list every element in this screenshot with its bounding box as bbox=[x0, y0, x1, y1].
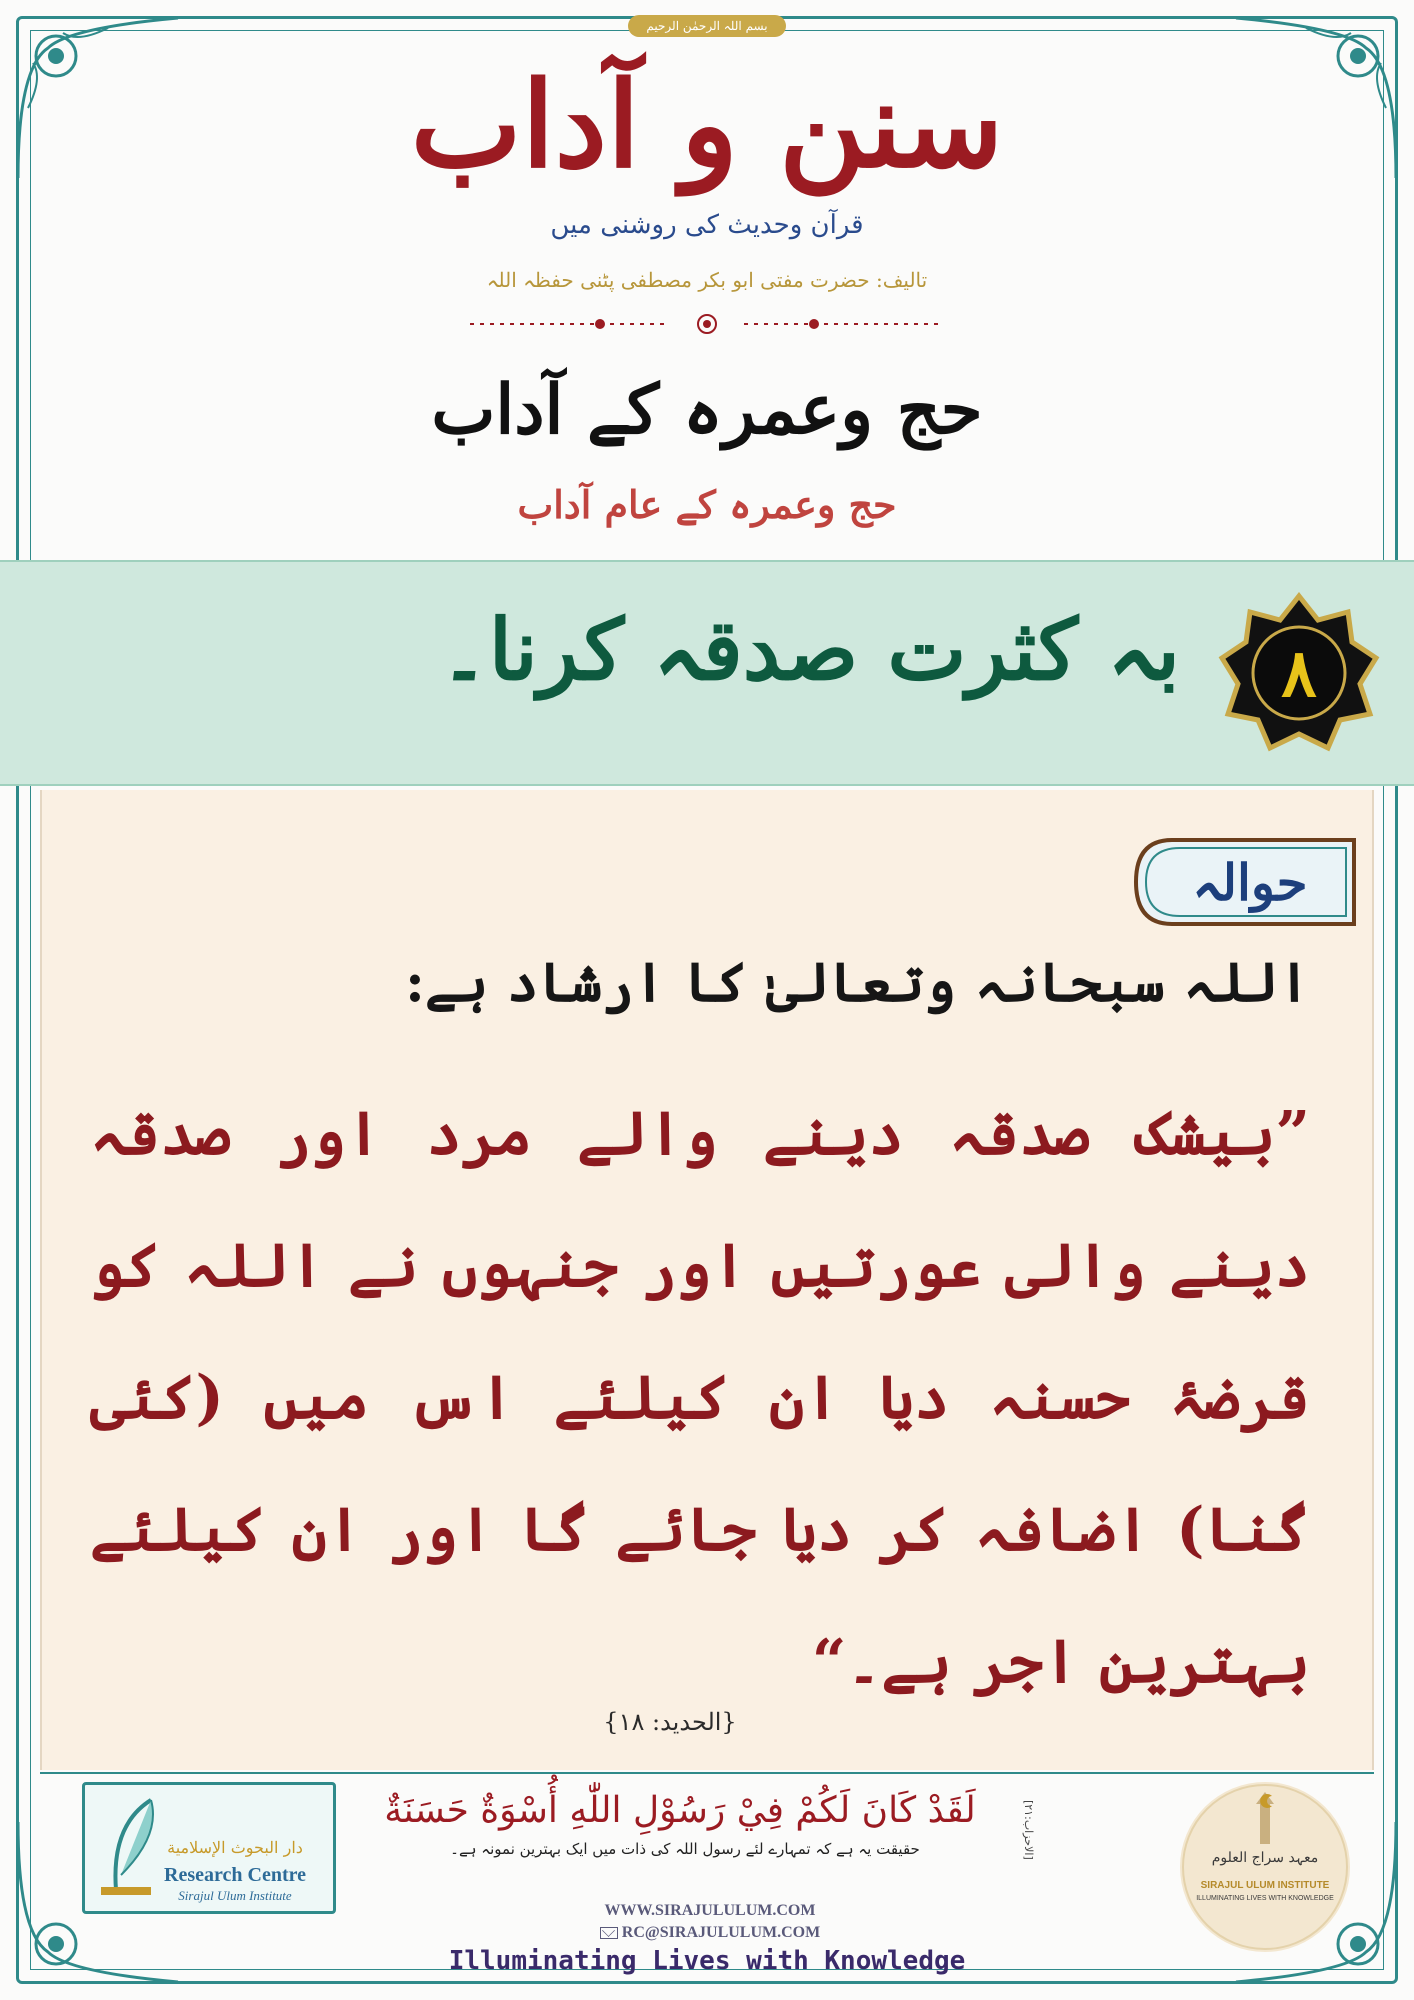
email-link[interactable]: RC@SIRAJULULUM.COM bbox=[621, 1924, 821, 1941]
research-centre-arabic: دار البحوث الإسلامية bbox=[167, 1838, 303, 1857]
research-centre-subtitle: Sirajul Ulum Institute bbox=[178, 1888, 292, 1903]
corner-ornament-icon bbox=[8, 8, 188, 188]
corner-ornament-icon bbox=[1226, 8, 1406, 188]
mail-icon bbox=[600, 1927, 618, 1939]
email-line bbox=[500, 1924, 920, 1942]
ornamental-divider bbox=[470, 312, 944, 336]
verse-reference: [الاحزاب:۲۱] bbox=[1022, 1800, 1035, 1860]
reference-label: حوالہ bbox=[1192, 852, 1308, 912]
reference-intro: اللہ سبحانہ وتعالیٰ کا ارشاد ہے: bbox=[405, 950, 1310, 1014]
mosque-minaret-icon bbox=[1180, 1782, 1350, 1952]
bismillah-text: بسم اللہ الرحمٰن الرحیم bbox=[628, 15, 785, 37]
section-subtitle: حج وعمرہ کے عام آداب bbox=[517, 482, 897, 527]
main-title: سنن و آداب bbox=[410, 55, 1004, 194]
section-title: حج وعمرہ کے آداب bbox=[431, 370, 983, 450]
institute-logo bbox=[1180, 1782, 1350, 1952]
footer-divider bbox=[40, 1772, 1374, 1774]
institute-name: SIRAJUL ULUM INSTITUTE bbox=[1200, 1880, 1330, 1891]
subtitle: قرآن وحدیث کی روشنی میں bbox=[550, 210, 864, 240]
research-centre-name: Research Centre bbox=[164, 1864, 306, 1886]
verse-urdu-translation: حقیقت یہ ہے کہ تمہارے لئے رسول اللہ کی ذات میں ایک بہترین نمونہ ہے۔ bbox=[450, 1840, 920, 1858]
reference-quote: ”بیشک صدقہ دینے والے مرد اور صدقہ دینے والی عورتیں اور جنہوں نے اللہ کو قرضۂ حسنہ دیا ان کیلئے اس میں (کئی گنا) اضافہ کر دیا جائے گا اور ان کیلئے بہترین اجر ہے۔“ bbox=[90, 1099, 1311, 1697]
institute-tagline: ILLUMINATING LIVES WITH KNOWLEDGE bbox=[1196, 1895, 1334, 1902]
reference-citation: {الحدید: ۱۸} bbox=[603, 1708, 737, 1736]
website-link[interactable]: WWW.SIRAJULULUM.COM bbox=[604, 1902, 816, 1919]
institute-urdu-name: معہد سراج العلوم bbox=[1211, 1850, 1319, 1866]
adab-heading: بہ کثرت صدقہ کرنا۔ bbox=[439, 600, 1180, 699]
tagline: Illuminating Lives with Knowledge bbox=[448, 1946, 966, 1976]
verse-arabic: لَقَدْ كَانَ لَكُمْ فِيْ رَسُوْلِ اللّٰهِ أُسْوَةٌ حَسَنَةٌ bbox=[384, 1790, 976, 1831]
bismillah-plate bbox=[627, 8, 787, 44]
author-line: تالیف: حضرت مفتی ابو بکر مصطفی پٹنی حفظہ اللہ bbox=[486, 268, 928, 292]
adab-number: ۸ bbox=[1281, 634, 1317, 712]
